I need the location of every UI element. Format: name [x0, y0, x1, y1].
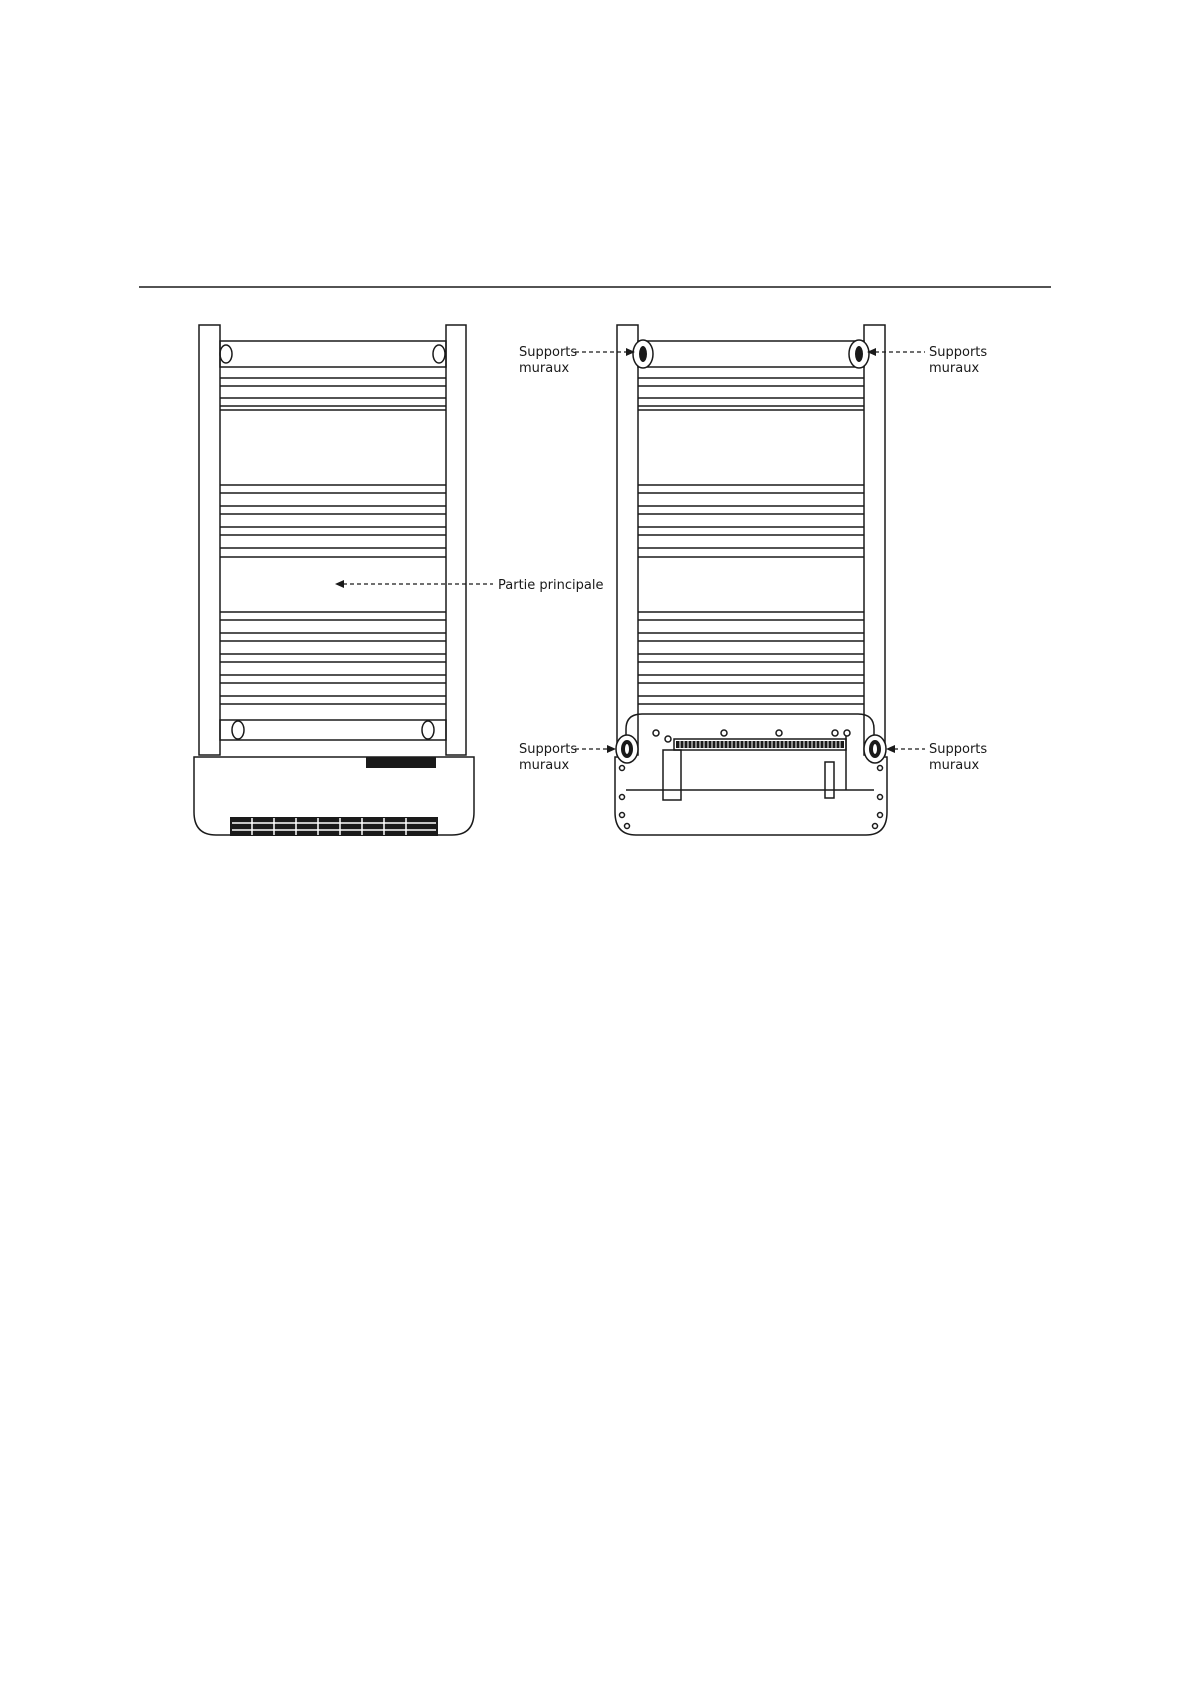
support-label-line1: Supports: [929, 345, 988, 360]
front-bottom-rail: [220, 720, 446, 740]
callout-supports-bottom-right: [886, 742, 987, 773]
front-top-left-cap: [220, 345, 232, 363]
front-air-vent-grille: [230, 817, 438, 836]
back-mounting-bracket: [663, 750, 681, 800]
support-label-line1: Supports: [929, 742, 988, 757]
front-bottom-right-cap: [422, 721, 434, 739]
support-label-line1: Supports: [519, 345, 578, 360]
back-view-radiator: [615, 325, 887, 835]
support-label-line2: muraux: [929, 758, 980, 773]
back-terminal-block: [825, 762, 834, 798]
support-label-line2: muraux: [519, 361, 570, 376]
wall-bracket-bottom-left: [616, 735, 638, 763]
front-right-post: [446, 325, 466, 755]
support-label-line2: muraux: [929, 361, 980, 376]
main-part-callout: [335, 578, 603, 593]
main-part-label: Partie principale: [498, 578, 604, 593]
back-left-post: [617, 325, 638, 755]
callout-supports-bottom-left: [519, 742, 616, 773]
back-right-post: [864, 325, 885, 755]
support-label-line1: Supports: [519, 742, 578, 757]
front-bottom-left-cap: [232, 721, 244, 739]
wall-bracket-bottom-right: [864, 735, 886, 763]
back-lower-bars: [638, 612, 864, 704]
back-upper-bars: [638, 378, 864, 410]
front-top-rail: [220, 341, 446, 367]
back-middle-bars: [638, 485, 864, 557]
front-middle-bars: [220, 485, 446, 557]
wall-bracket-top-right: [849, 340, 869, 368]
front-top-right-cap: [433, 345, 445, 363]
front-left-post: [199, 325, 220, 755]
back-top-rail: [638, 341, 864, 367]
back-heating-element: [674, 739, 846, 750]
front-control-display: [366, 757, 436, 768]
wall-bracket-top-left: [633, 340, 653, 368]
front-upper-bars: [220, 378, 446, 410]
front-lower-bars: [220, 612, 446, 704]
support-label-line2: muraux: [519, 758, 570, 773]
